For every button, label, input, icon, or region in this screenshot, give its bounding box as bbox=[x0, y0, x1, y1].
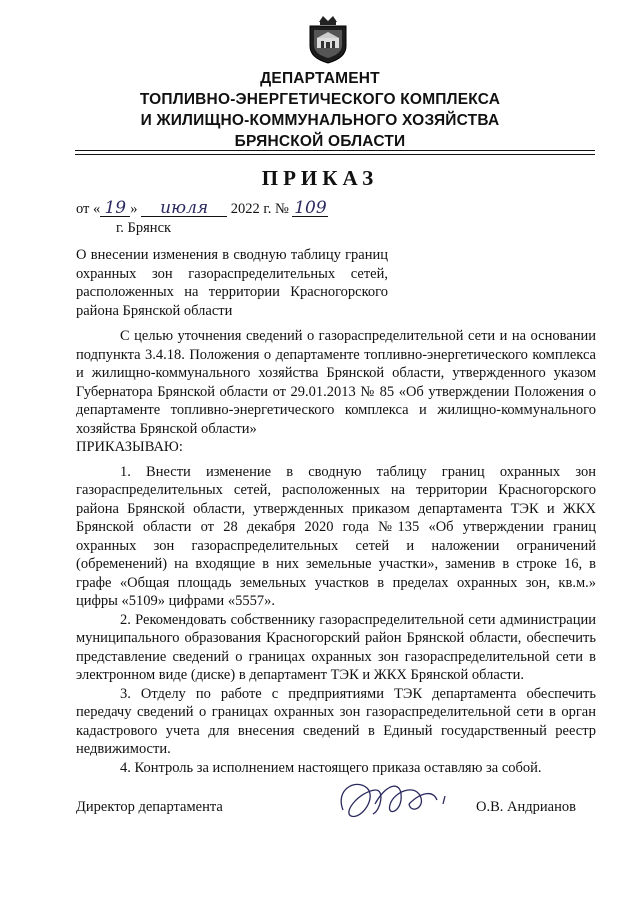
number-label: № bbox=[274, 201, 289, 217]
preamble-paragraph: С целью уточнения сведений о газораспределительной сети и на основании подпункта 3.4.18. Положения о департаменте топливно-энергетического комплекса и жилищно-коммунального хозяйства Брянской области, утвержденного указом Губернатора Брянской области от 29.01.2013 № 85 «Об утверждении Положения о департаменте топливно-энергетического комплекса и жилищно-коммунального хозяйства Брянской области» bbox=[76, 328, 596, 437]
header-line-4: БРЯНСКОЙ ОБЛАСТИ bbox=[234, 133, 406, 150]
order-item-3: 3. Отделу по работе с предприятиями ТЭК департамента обеспечить передачу сведений о границах охранных зон газораспределительной сети в орган кадастрового учета для внесения сведений в Единый государственный реестр недвижимости. bbox=[76, 685, 596, 757]
header-line-1: ДЕПАРТАМЕНТ bbox=[260, 70, 380, 87]
date-quote-close: » bbox=[130, 201, 138, 217]
department-header bbox=[0, 68, 640, 152]
order-item-1: 1. Внести изменение в сводную таблицу границ охранных зон газораспределительных сетей, расположенных на территории Красногорского района Брянской области, утвержденных приказом департамента ТЭК и ЖКХ Брянской области от 28 декабря 2020 года №135 «Об утверждении границ охранных зон газораспределительных сетей и наложении ограничений (обременений) на входящие в них земельные участки», заменив в строке 16, в графе «Общая площадь земельных участков в пределах охранных зон, кв.м.» цифры «5109» цифрами «5557». bbox=[76, 463, 596, 609]
header-divider-bottom bbox=[75, 154, 595, 155]
signatory-position: Директор департамента bbox=[76, 799, 223, 815]
date-line bbox=[76, 200, 328, 218]
order-command: ПРИКАЗЫВАЮ: bbox=[76, 439, 183, 455]
city-label: г. Брянск bbox=[116, 220, 172, 236]
coat-of-arms-emblem bbox=[305, 12, 351, 64]
date-day: 19 bbox=[100, 200, 130, 217]
order-item-4: 4. Контроль за исполнением настоящего приказа оставляю за собой. bbox=[120, 759, 542, 776]
header-line-3: И ЖИЛИЩНО-КОММУНАЛЬНОГО ХОЗЯЙСТВА bbox=[140, 112, 500, 129]
date-prefix: от « bbox=[76, 201, 101, 217]
header-line-2: ТОПЛИВНО-ЭНЕРГЕТИЧЕСКОГО КОМПЛЕКСА bbox=[139, 91, 501, 108]
order-subject: О внесении изменения в сводную таблицу границ охранных зон газораспределительных сетей, расположенных на территории Красногорского района Брянской области bbox=[76, 247, 388, 319]
header-divider-top bbox=[75, 150, 595, 151]
order-item-2: 2. Рекомендовать собственнику газораспределительной сети администрации муниципального образования Красногорский район Брянской области, обеспечить представление сведений о границах охранных зон газораспределительной сети в электронном виде (диске) в департамент ТЭК и ЖКХ Брянской области. bbox=[76, 611, 596, 683]
date-year: 2022 г. bbox=[230, 201, 272, 217]
document-title: ПРИКАЗ bbox=[261, 166, 379, 190]
order-number: 109 bbox=[294, 198, 327, 218]
order-body bbox=[76, 327, 596, 777]
date-month: июля bbox=[141, 200, 227, 217]
signatory-name: О.В. Андрианов bbox=[476, 799, 576, 815]
handwritten-signature bbox=[325, 770, 455, 835]
